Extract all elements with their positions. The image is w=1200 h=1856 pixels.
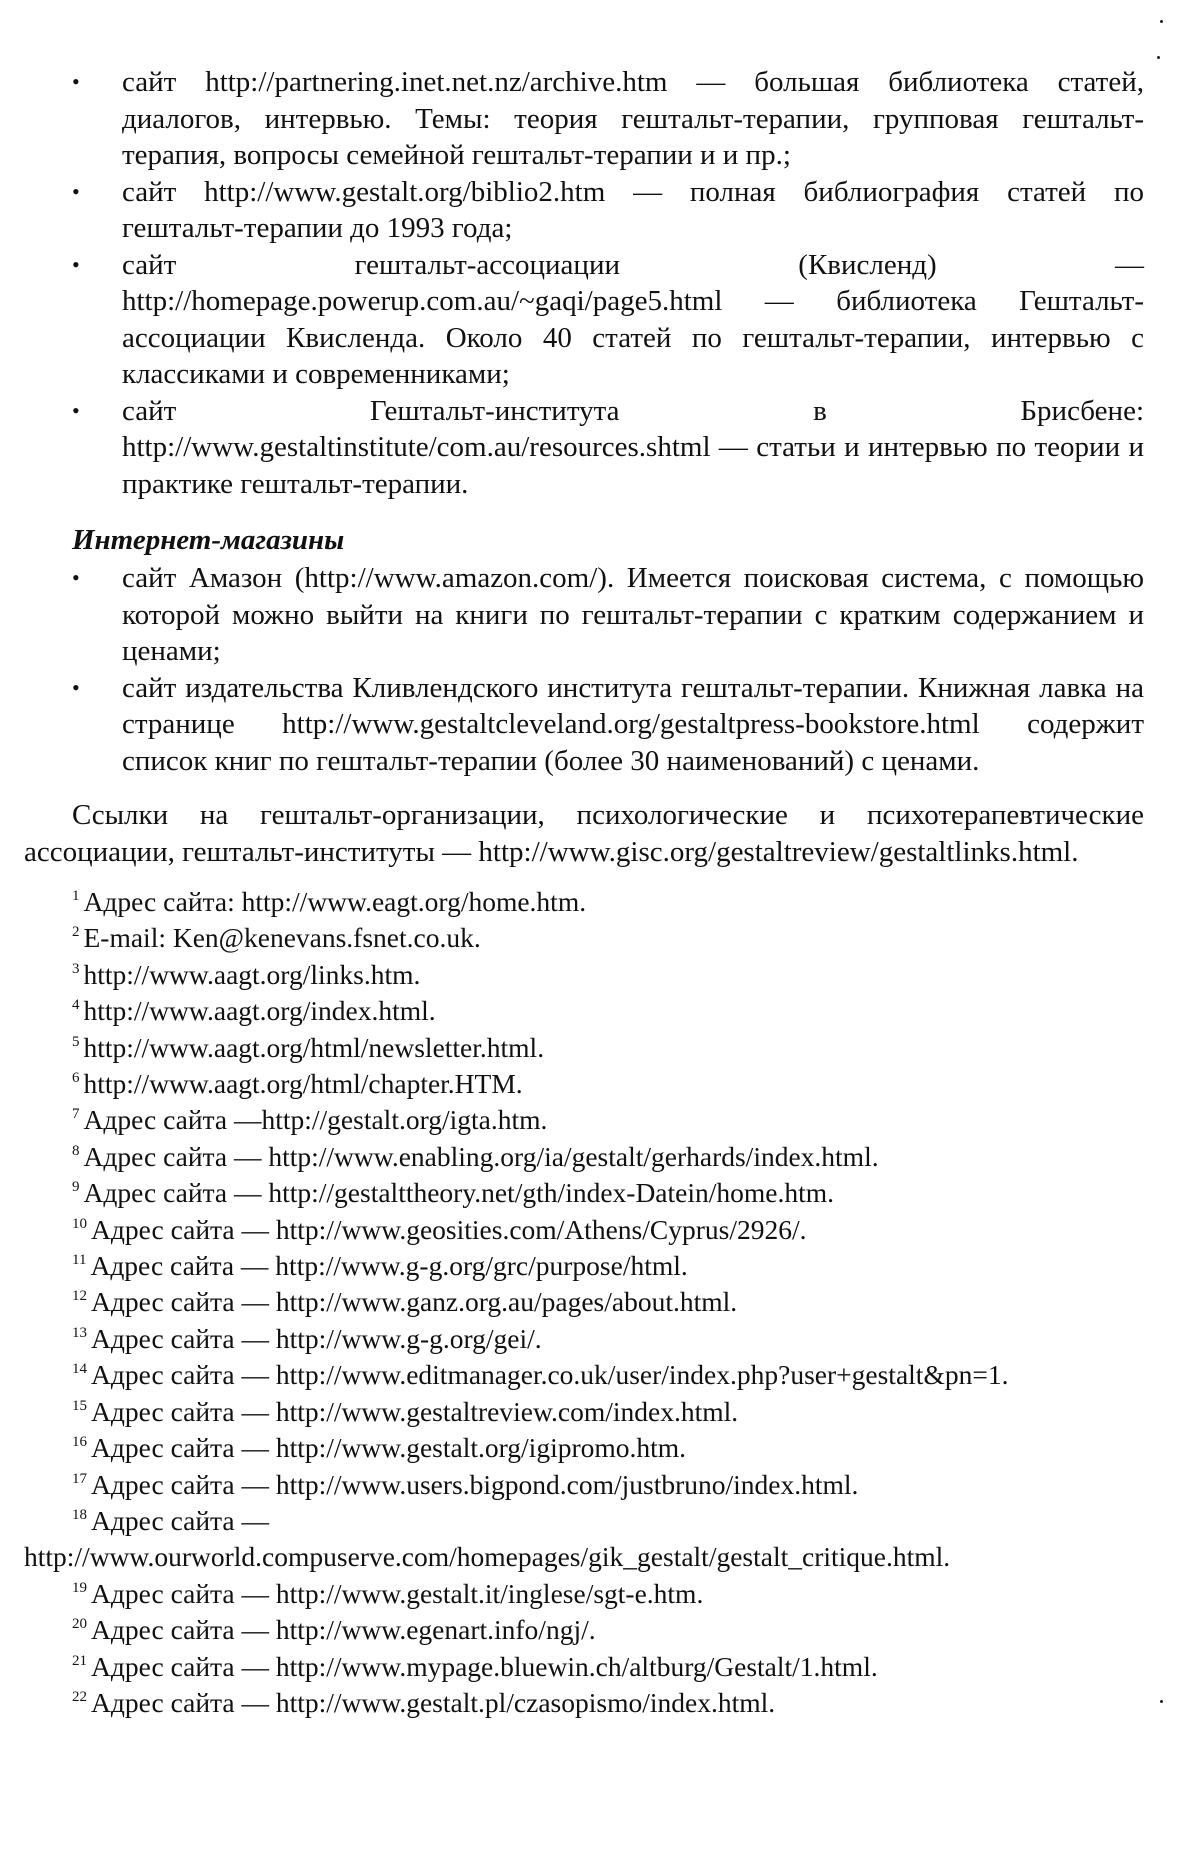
footnote — [24, 1066, 1144, 1102]
footnote-number: 2 — [72, 924, 80, 941]
footnote — [24, 1321, 1144, 1357]
footnote-text: Адрес сайта —http://gestalt.org/igta.htm. — [83, 1104, 548, 1136]
footnote-number: 10 — [72, 1215, 87, 1232]
list-item — [24, 64, 1144, 174]
list-item — [24, 560, 1144, 670]
footnote — [24, 1394, 1144, 1430]
list-item — [24, 670, 1144, 780]
library-links-list — [24, 64, 1144, 502]
scan-speck — [1160, 1700, 1163, 1703]
footnote-text: Адрес сайта — http://www.g-g.org/grc/purpose/html. — [90, 1250, 688, 1282]
footnote-text: Адрес сайта — http://www.gestalt.org/igipromo.htm. — [91, 1432, 687, 1464]
list-item — [24, 393, 1144, 503]
footnote-text: http://www.aagt.org/index.html. — [83, 995, 436, 1027]
bullet-icon: • — [72, 251, 80, 277]
scan-speck — [1157, 56, 1160, 59]
footnote-text: Адрес сайта — http://www.enabling.org/ia/gestalt/gerhards/index.html. — [83, 1140, 879, 1172]
footnote — [24, 1576, 1144, 1612]
bullet-icon: • — [72, 69, 80, 94]
list-item — [24, 247, 1144, 393]
list-item — [24, 174, 1144, 247]
footnote-text: Адрес сайта — http://www.g-g.org/gei/. — [91, 1322, 542, 1354]
footnote-number: 17 — [72, 1470, 87, 1487]
footnote-text: Адрес сайта: http://www.eagt.org/home.htm. — [83, 886, 587, 917]
footnote — [24, 1248, 1144, 1284]
bullet-icon: • — [72, 565, 80, 590]
footnote-text: Адрес сайта — http://www.egenart.info/ngj/. — [91, 1614, 596, 1646]
section-heading: Интернет-магазины — [72, 524, 345, 556]
footnote-number: 11 — [72, 1252, 87, 1269]
footnote-text: http://www.aagt.org/html/chapter.HTM. — [83, 1068, 523, 1100]
footnote — [24, 957, 1144, 993]
footnote-text: Адрес сайта — http://www.geosities.com/Athens/Cyprus/2926/. — [91, 1213, 807, 1245]
footnote-number: 7 — [72, 1106, 80, 1123]
footnote-number: 19 — [72, 1579, 87, 1596]
footnote-number: 4 — [72, 997, 80, 1014]
footnote-number: 12 — [72, 1288, 87, 1305]
footnote — [24, 1284, 1144, 1320]
list-item-text: сайт гештальт-ассоциации (Квисленд) — http://homepage.powerup.com.au/~gaqi/page5.html — библиотека Гештальт-ассоциации Квисленда. Около 40 статей по гештальт-терапии, интервью с классиками и современниками; — [122, 248, 1144, 390]
footnote — [24, 884, 1144, 920]
footnote — [24, 1612, 1144, 1648]
footnote-text: Адрес сайта — http://www.ourworld.compuserve.com/homepages/gik_gestalt/gestalt_critique.html. — [24, 1504, 951, 1573]
footnote-text: Адрес сайта — http://www.mypage.bluewin.ch/altburg/Gestalt/1.html. — [91, 1650, 878, 1682]
list-item-text: сайт Гештальт-института в Брисбене: http://www.gestaltinstitute/com.au/resources.shtml — статьи и интервью по теории и практике гештальт-терапии. — [122, 394, 1144, 500]
footnote-text: http://www.aagt.org/links.htm. — [83, 958, 421, 990]
bullet-icon: • — [72, 397, 80, 423]
footnote — [24, 1139, 1144, 1175]
footnote-number: 18 — [72, 1506, 87, 1523]
list-item-text: сайт издательства Кливлендского института гештальт-терапии. Книжная лавка на странице http://www.gestaltcleveland.org/gestaltpress-bookstore.html содержит список книг по гештальт-терапии (более 30 наименований) с ценами. — [122, 671, 1144, 777]
footnote — [24, 993, 1144, 1029]
footnote-number: 22 — [72, 1688, 87, 1705]
footnote — [24, 1030, 1144, 1066]
footnote — [24, 1102, 1144, 1138]
footnote — [24, 1430, 1144, 1466]
footnote-text: Адрес сайта — http://www.gestalt.it/inglese/sgt-e.htm. — [91, 1577, 704, 1609]
footnote — [24, 920, 1144, 956]
scan-speck — [1160, 20, 1163, 23]
footnote-number: 6 — [72, 1070, 80, 1087]
footnote — [24, 1503, 1144, 1576]
footnote — [24, 1212, 1144, 1248]
footnote-text: Адрес сайта — http://www.gestaltreview.com/index.html. — [91, 1395, 739, 1427]
list-item-text: сайт http://www.gestalt.org/biblio2.htm — полная библиография статей по гештальт-терапии до 1993 года; — [122, 175, 1144, 244]
footnote-number: 15 — [72, 1397, 87, 1414]
footnote-number: 1 — [72, 888, 80, 904]
footnote-number: 5 — [72, 1033, 80, 1050]
footnote — [24, 1685, 1144, 1721]
bullet-icon: • — [72, 674, 80, 700]
page-content — [24, 64, 1144, 1721]
footnote-number: 20 — [72, 1616, 87, 1633]
footnote-text: Адрес сайта — http://www.ganz.org.au/pages/about.html. — [91, 1286, 738, 1318]
footnote — [24, 1357, 1144, 1393]
closing-paragraph: Ссылки на гештальт-организации, психологические и психотерапевтические ассоциации, гештальт-институты — http://www.gisc.org/gestaltreview/gestaltlinks.html. — [24, 799, 1144, 868]
footnote-number: 14 — [72, 1361, 87, 1378]
footnote-text: Адрес сайта — http://gestalttheory.net/gth/index-Datein/home.htm. — [83, 1177, 835, 1209]
footnote-text: Адрес сайта — http://www.gestalt.pl/czasopismo/index.html. — [91, 1686, 776, 1718]
footnote-number: 3 — [72, 960, 80, 977]
footnote-number: 16 — [72, 1434, 87, 1451]
shops-list — [24, 560, 1144, 779]
footnote-text: Адрес сайта — http://www.editmanager.co.uk/user/index.php?user+gestalt&pn=1. — [91, 1359, 1009, 1391]
footnotes-list — [24, 884, 1144, 1721]
bullet-icon: • — [72, 178, 80, 204]
footnote-number: 9 — [72, 1179, 80, 1196]
footnote-number: 13 — [72, 1324, 87, 1341]
list-item-text: сайт http://partnering.inet.net.nz/archive.htm — большая библиотека статей, диалогов, интервью. Темы: теория гештальт-терапии, групповая гештальт-терапия, вопросы семейной гештальт-терапии и и пр.; — [122, 66, 1144, 171]
footnote — [24, 1467, 1144, 1503]
footnote-text: Адрес сайта — http://www.users.bigpond.com/justbruno/index.html. — [91, 1468, 859, 1500]
footnote-text: E-mail: Ken@kenevans.fsnet.co.uk. — [83, 922, 481, 954]
footnote — [24, 1175, 1144, 1211]
footnote — [24, 1649, 1144, 1685]
footnote-number: 8 — [72, 1142, 80, 1159]
footnote-number: 21 — [72, 1652, 87, 1669]
footnote-text: http://www.aagt.org/html/newsletter.html. — [83, 1031, 545, 1063]
list-item-text: сайт Амазон (http://www.amazon.com/). Имеется поисковая система, с помощью которой можно выйти на книги по гештальт-терапии с кратким содержанием и ценами; — [122, 562, 1144, 667]
